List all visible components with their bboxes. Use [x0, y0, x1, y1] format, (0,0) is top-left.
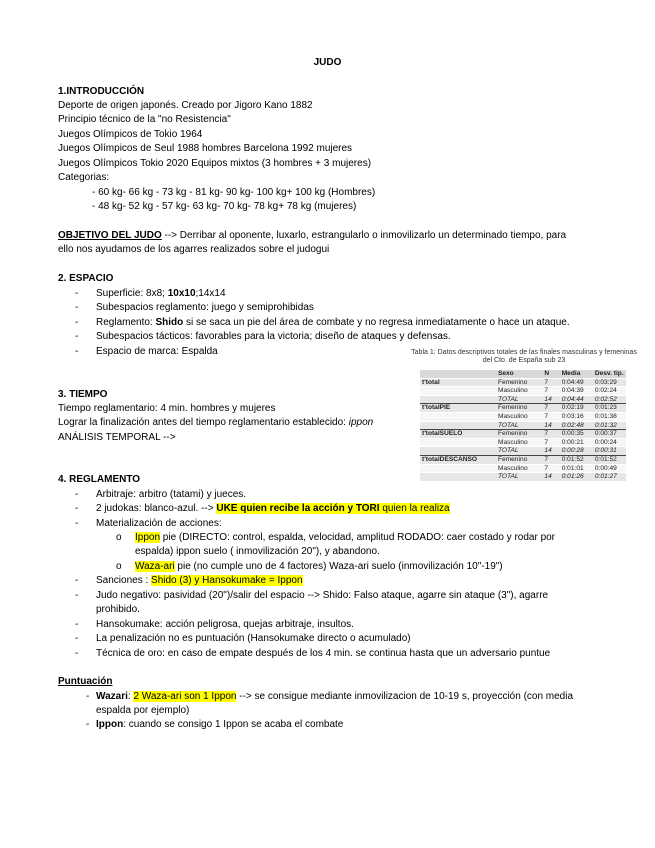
bullet-dash: -	[75, 518, 79, 529]
tiempo-line: Lograr la finalización antes del tiempo reglamentario establecido: ippon	[58, 417, 374, 428]
puntuacion-wazari: Wazari: 2 Waza-ari son 1 Ippon --> se consigue mediante inmovilizacion de 10-19 s, proyección (con media	[96, 691, 574, 702]
table-cell: 7	[542, 438, 559, 447]
reglamento-ippon: Ippon pie (DIRECTO: control, espalda, velocidad, amplitud RODADO: caer costado y rodar por	[135, 532, 556, 543]
table-cell: 7	[542, 378, 559, 387]
reglamento-wazaari: Waza-ari pie (no cumple uno de 4 factores) Waza-ari suelo (inmovilización 10"-19")	[135, 561, 503, 572]
table-header	[420, 370, 496, 378]
table-cell: 0:00:28	[560, 447, 593, 456]
reglamento-penalizacion: La penalización no es puntuación (Hansokumake directo o acumulado)	[96, 633, 411, 644]
table-cell: 0:04:44	[560, 395, 593, 404]
table-cell: 14	[542, 473, 559, 481]
table-row	[420, 473, 626, 481]
table-cell: 0:03:29	[593, 378, 626, 387]
tiempo-line: ANÁLISIS TEMPORAL -->	[58, 432, 176, 443]
bullet-dash: -	[86, 691, 90, 702]
reglamento-ippon-2: espalda) ippon suelo ( inmovilización 20"), y abandono.	[135, 546, 380, 557]
table-cell: 0:03:16	[560, 412, 593, 421]
bullet-circle: o	[116, 532, 122, 543]
table-cell: TOTAL	[496, 421, 542, 430]
table-cell: 0:00:24	[593, 438, 626, 447]
table-cell: 0:01:52	[593, 455, 626, 464]
tiempo-line: Tiempo reglamentario: 4 min. hombres y mujeres	[58, 403, 276, 414]
table-cell: Femenino	[496, 430, 542, 439]
table-cell	[420, 438, 496, 447]
table-row	[420, 455, 626, 464]
table-row	[420, 395, 626, 404]
table-cell: 0:02:48	[560, 421, 593, 430]
bullet-dash: -	[75, 346, 79, 357]
table-row	[420, 447, 626, 456]
reglamento-hansokumake: Hansokumake: acción peligrosa, quejas arbitraje, insultos.	[96, 619, 354, 630]
table-cell	[420, 473, 496, 481]
puntuacion-ippon: Ippon: cuando se consigo 1 Ippon se acaba el combate	[96, 719, 344, 730]
table-cell: 7	[542, 455, 559, 464]
puntuacion-wazari-2: espalda por ejemplo)	[96, 705, 190, 716]
table-cell: 14	[542, 447, 559, 456]
table-cell	[420, 447, 496, 456]
table-header: N	[542, 370, 559, 378]
bullet-circle: o	[116, 561, 122, 572]
table-cell: 7	[542, 430, 559, 439]
table-cell: 0:02:24	[593, 387, 626, 396]
table-cell: 0:01:38	[593, 412, 626, 421]
table-cell: Femenino	[496, 378, 542, 387]
reglamento-negativo: Judo negativo: pasividad (20")/salir del espacio --> Shido: Falso ataque, agarre sin ataque (3"), agarre	[96, 590, 549, 601]
objetivo-label: OBJETIVO DEL JUDO	[58, 230, 162, 241]
table-cell: 7	[542, 412, 559, 421]
reglamento-negativo-2: prohibido.	[96, 604, 140, 615]
bullet-dash: -	[75, 288, 79, 299]
espacio-superficie: Superficie: 8x8; 10x10;14x14	[96, 288, 226, 299]
table-cell: 7	[542, 387, 559, 396]
table-cell: Femenino	[496, 404, 542, 413]
espacio-subespacios: Subespacios reglamento: juego y semiprohibidas	[96, 302, 314, 313]
table-cell: 0:01:23	[593, 404, 626, 413]
table-row	[420, 430, 626, 439]
table-cell: t'totalDESCANSO	[420, 455, 496, 464]
bullet-dash: -	[75, 302, 79, 313]
table-cell	[420, 387, 496, 396]
table-row	[420, 421, 626, 430]
table-cell	[420, 412, 496, 421]
table-cell: t'totalSUELO	[420, 430, 496, 439]
page-title: JUDO	[313, 57, 342, 68]
table-cell: Masculino	[496, 464, 542, 473]
bullet-dash: -	[75, 648, 79, 659]
reglamento-tecnica: Técnica de oro: en caso de empate después de los 4 min. se continua hasta que un adversario puntue	[96, 648, 551, 659]
bullet-dash: -	[75, 503, 79, 514]
bullet-dash: -	[75, 317, 79, 328]
table-cell: 0:00:35	[560, 430, 593, 439]
table-cell: t'total	[420, 378, 496, 387]
intro-line: Deporte de origen japonés. Creado por Jigoro Kano 1882	[58, 100, 313, 111]
table-cell: 0:00:21	[560, 438, 593, 447]
section-heading-espacio: 2. ESPACIO	[58, 273, 114, 284]
table-cell: 0:04:39	[560, 387, 593, 396]
table-cell: 14	[542, 421, 559, 430]
espacio-reglamento: Reglamento: Shido si se saca un pie del área de combate y no regresa inmediatamente o hace un ataque.	[96, 317, 570, 328]
table-cell: 0:00:31	[593, 447, 626, 456]
table-header: Sexo	[496, 370, 542, 378]
intro-line: Principio técnico de la "no Resistencia"	[58, 114, 231, 125]
bullet-dash: -	[75, 331, 79, 342]
reglamento-judokas: 2 judokas: blanco-azul. --> UKE quien recibe la acción y TORI quien la realiza	[96, 503, 450, 514]
intro-line: Juegos Olímpicos de Tokio 1964	[58, 129, 203, 140]
category-women: - 48 kg- 52 kg - 57 kg- 63 kg- 70 kg- 78 kg+ 78 kg (mujeres)	[92, 201, 357, 212]
bullet-dash: -	[86, 719, 90, 730]
table-cell: 0:01:27	[593, 473, 626, 481]
bullet-dash: -	[75, 633, 79, 644]
table-cell: t'totalPIE	[420, 404, 496, 413]
section-heading-reglamento: 4. REGLAMENTO	[58, 474, 141, 485]
intro-line: Juegos Olímpicos Tokio 2020 Equipos mixtos (3 hombres + 3 mujeres)	[58, 158, 372, 169]
reglamento-materializacion: Materialización de acciones:	[96, 518, 222, 529]
table-cell: 0:01:01	[560, 464, 593, 473]
table-header: Media	[560, 370, 593, 378]
section-heading-tiempo: 3. TIEMPO	[58, 389, 108, 400]
reglamento-arbitraje: Arbitraje: arbitro (tatami) y jueces.	[96, 489, 247, 500]
table-cell: 0:02:19	[560, 404, 593, 413]
table-row	[420, 412, 626, 421]
table-cell: 0:01:32	[593, 421, 626, 430]
table-cell: Masculino	[496, 412, 542, 421]
bullet-dash: -	[75, 619, 79, 630]
table-cell: 0:00:49	[593, 464, 626, 473]
table-cell: Masculino	[496, 387, 542, 396]
objetivo-text: --> Derribar al oponente, luxarlo, estrangularlo o inmovilizarlo un determinado tiempo, para	[161, 230, 567, 241]
table-cell: 0:01:52	[560, 455, 593, 464]
table-cell: 7	[542, 464, 559, 473]
table-cell: 14	[542, 395, 559, 404]
category-men: - 60 kg- 66 kg - 73 kg - 81 kg- 90 kg- 100 kg+ 100 kg (Hombres)	[92, 187, 376, 198]
table-cell: 0:02:52	[593, 395, 626, 404]
table-cell: 0:00:37	[593, 430, 626, 439]
data-table	[420, 370, 626, 481]
objetivo-line	[58, 229, 566, 243]
bullet-dash: -	[75, 590, 79, 601]
table-row	[420, 378, 626, 387]
table-cell: 0:01:26	[560, 473, 593, 481]
table-cell: Masculino	[496, 438, 542, 447]
table-cell: TOTAL	[496, 395, 542, 404]
intro-line: Categorias:	[58, 172, 110, 183]
bullet-dash: -	[75, 489, 79, 500]
table-row	[420, 387, 626, 396]
table-row	[420, 404, 626, 413]
table-header: Desv. tip.	[593, 370, 626, 378]
table-cell	[420, 421, 496, 430]
table-cell: Femenino	[496, 455, 542, 464]
section-heading-puntuacion: Puntuación	[58, 676, 113, 687]
table-cell	[420, 464, 496, 473]
table-cell: TOTAL	[496, 473, 542, 481]
espacio-tacticos: Subespacios tácticos: favorables para la victoria; diseño de ataques y defensas.	[96, 331, 451, 342]
reglamento-sanciones: Sanciones : Shido (3) y Hansokumake = Ippon	[96, 575, 303, 586]
section-heading-intro: 1.INTRODUCCIÓN	[58, 86, 145, 97]
table-cell: TOTAL	[496, 447, 542, 456]
table-row	[420, 464, 626, 473]
bullet-dash: -	[75, 575, 79, 586]
table-header-row	[420, 370, 626, 378]
espacio-marca: Espacio de marca: Espalda	[96, 346, 218, 357]
table-caption: Tabla 1: Datos descriptivos totales de las finales masculinas y femeninas del Cto. de España sub 23	[411, 349, 637, 364]
table-cell: 0:04:49	[560, 378, 593, 387]
intro-line: Juegos Olímpicos de Seul 1988 hombres Barcelona 1992 mujeres	[58, 143, 353, 154]
table-cell: 7	[542, 404, 559, 413]
objetivo-line-2: ello nos ayudamos de los agarres realizados sobre el judogui	[58, 244, 330, 255]
table-cell	[420, 395, 496, 404]
table-row	[420, 438, 626, 447]
